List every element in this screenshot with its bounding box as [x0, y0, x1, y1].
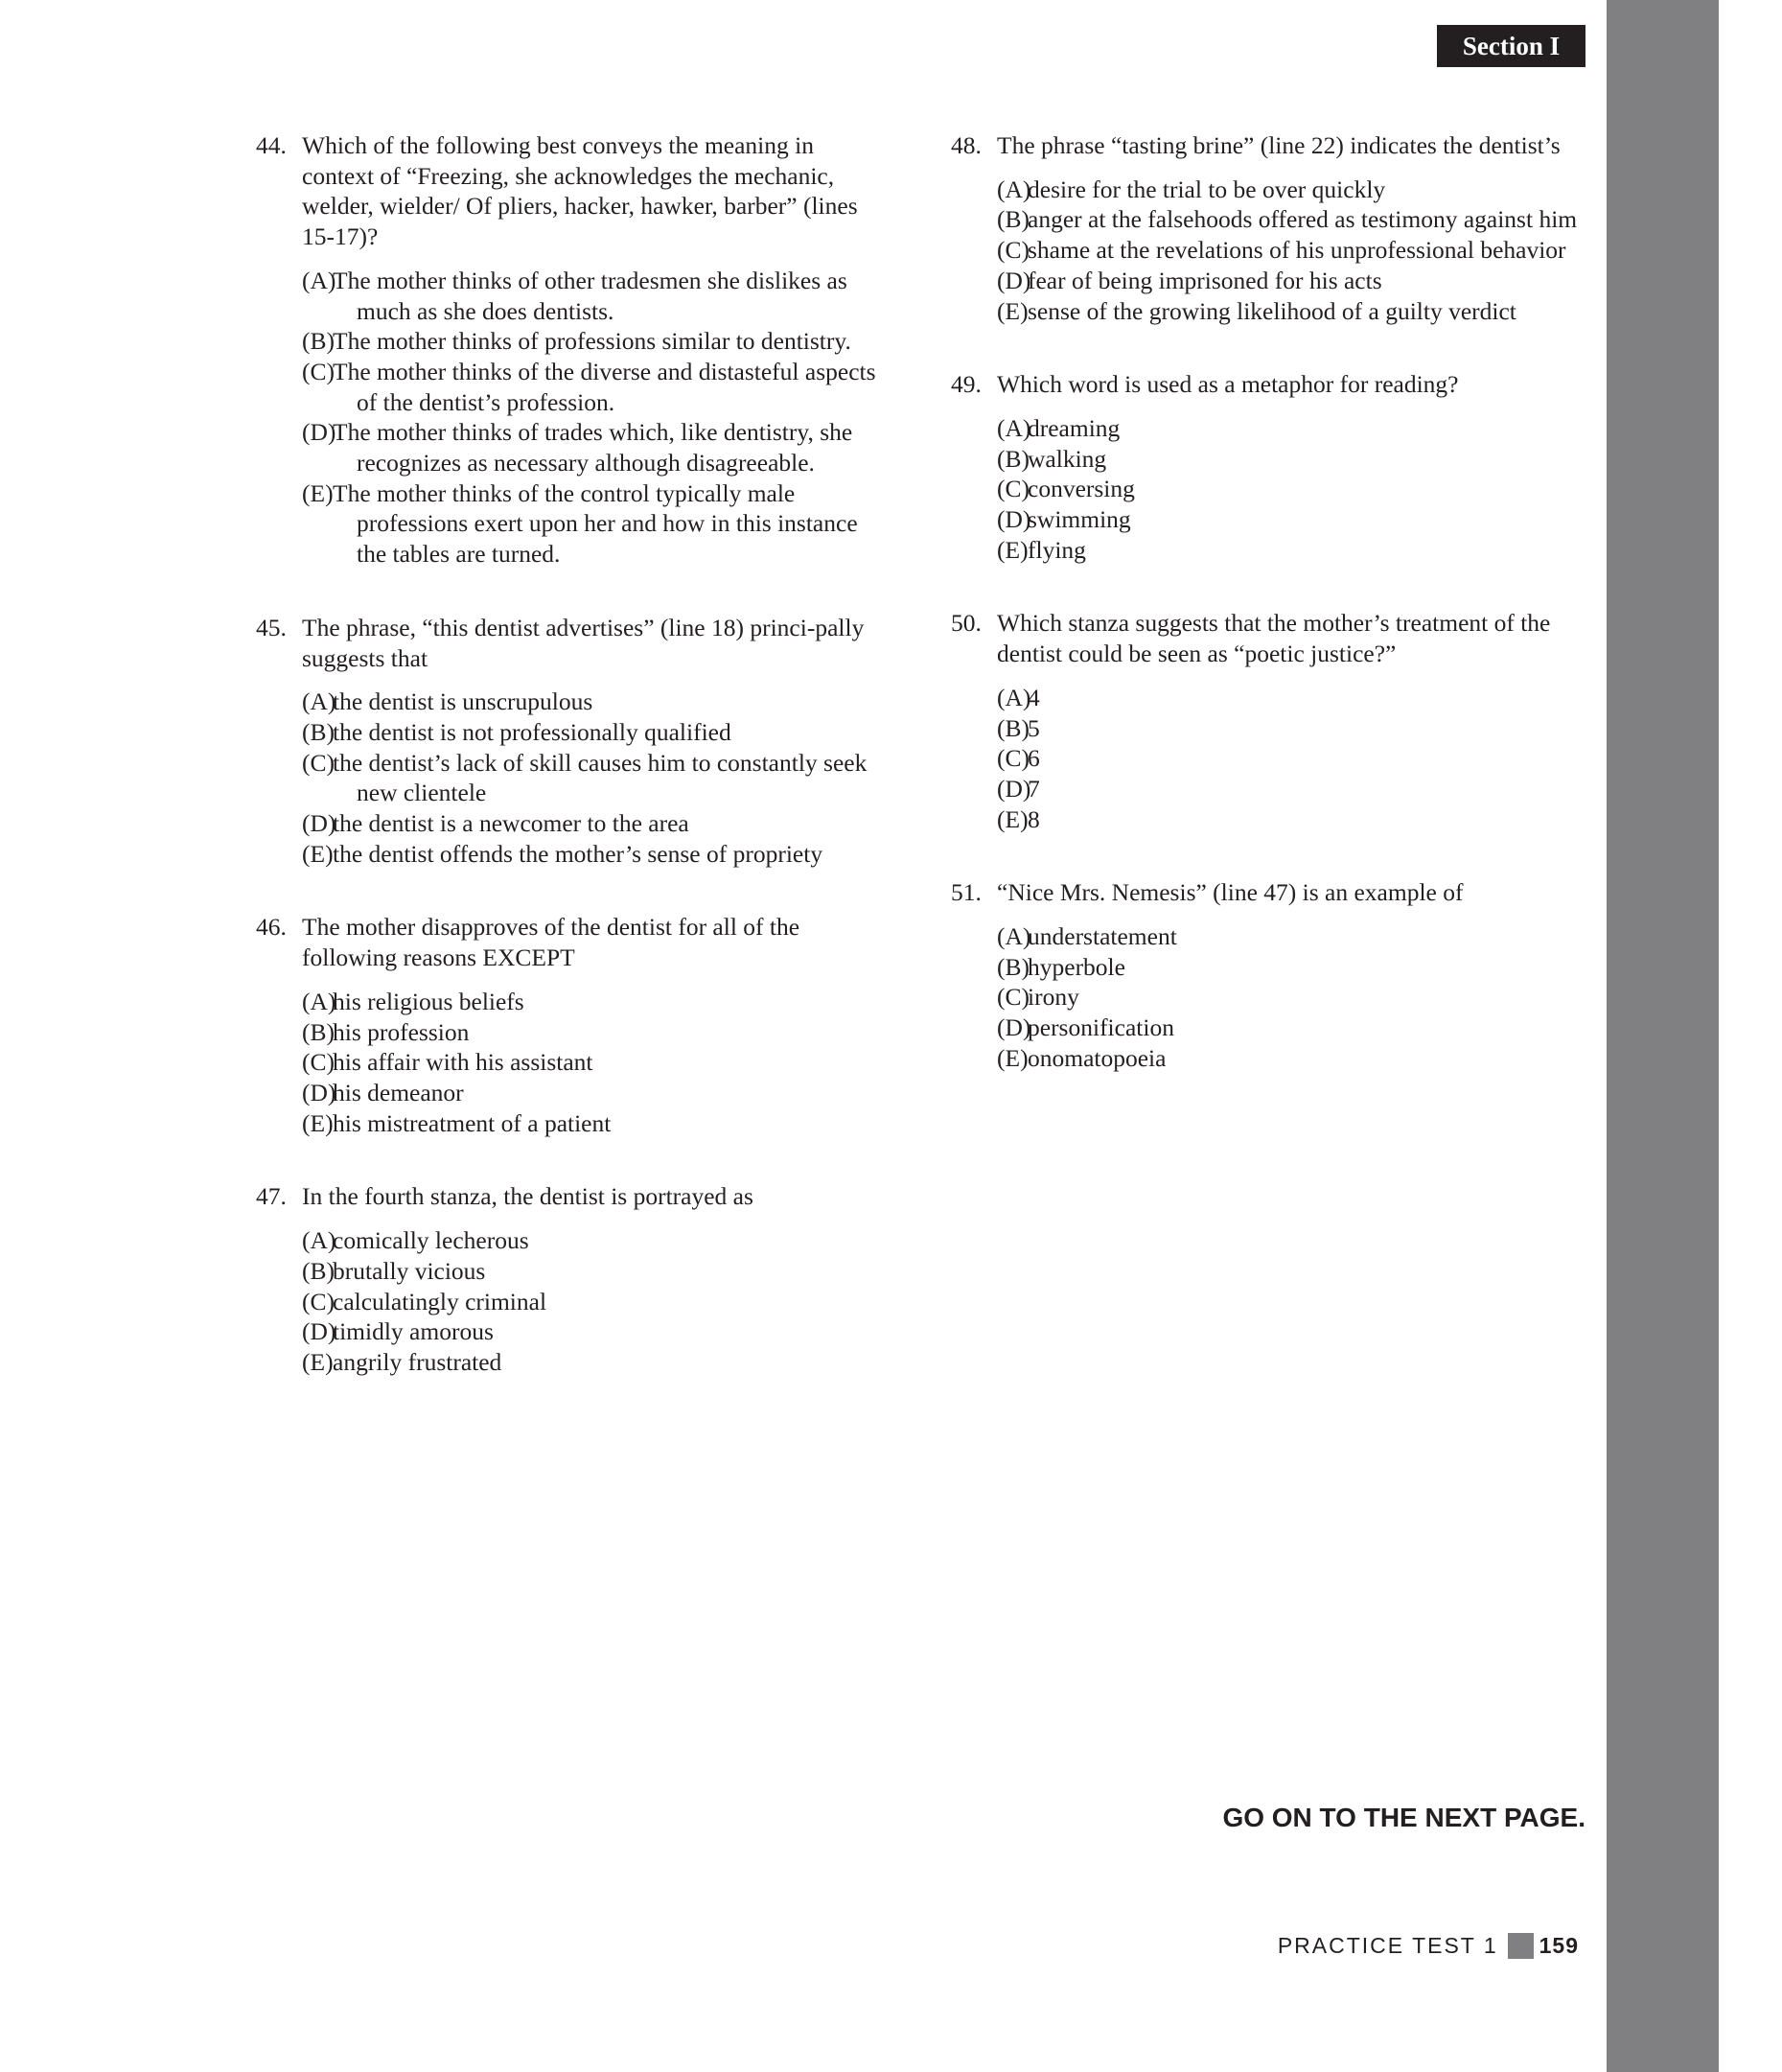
choice-text: 4: [1028, 683, 1040, 711]
choice-text: the dentist is not professionally qualified: [333, 717, 731, 746]
choice-letter: (E): [302, 1108, 334, 1137]
question-number: 49.: [951, 370, 982, 399]
choice-letter: (E): [997, 804, 1029, 833]
choice-text: anger at the falsehoods offered as testimony against him: [1028, 205, 1578, 234]
choice-letter: (A): [302, 266, 336, 294]
question-stem: [256, 1181, 889, 1212]
question-number: 48.: [951, 131, 982, 159]
answer-choice: [951, 804, 1584, 835]
choice-text: irony: [1028, 983, 1079, 1012]
answer-choices: [951, 413, 1584, 566]
answer-choice: [951, 774, 1584, 804]
right-column: [951, 130, 1584, 1117]
choice-letter: (A): [997, 922, 1031, 951]
choice-text: angrily frustrated: [333, 1347, 502, 1376]
question-stem: [256, 130, 889, 252]
answer-choice: [256, 987, 889, 1017]
answer-choice: [256, 1017, 889, 1048]
question-number: 45.: [256, 613, 287, 641]
choice-text: 6: [1028, 744, 1040, 773]
answer-choice: [951, 235, 1584, 266]
choice-letter: (C): [997, 744, 1030, 773]
choice-letter: (D): [302, 1317, 336, 1346]
answer-choice: [951, 921, 1584, 952]
choice-text: the dentist is a newcomer to the area: [333, 809, 689, 838]
question-text: “Nice Mrs. Nemesis” (line 47) is an example of: [997, 878, 1464, 907]
choice-letter: (B): [997, 444, 1030, 473]
answer-choice: [256, 417, 889, 477]
answer-choice: [951, 743, 1584, 774]
choice-letter: (A): [997, 175, 1031, 203]
choice-text: onomatopoeia: [1028, 1043, 1167, 1072]
answer-choices: [951, 683, 1584, 835]
choice-letter: (B): [302, 1256, 335, 1285]
question-text: The phrase, “this dentist advertises” (line 18) princi-pally suggests that: [302, 613, 865, 672]
footer-marker: [1508, 1933, 1534, 1959]
answer-choice: [951, 535, 1584, 566]
question-stem: [951, 369, 1584, 400]
choice-text: The mother thinks of trades which, like dentistry, she recognizes as necessary although disagreeable.: [333, 418, 853, 477]
answer-choice: [256, 326, 889, 357]
choice-letter: (E): [302, 1347, 334, 1376]
choice-text: swimming: [1028, 505, 1131, 534]
choice-letter: (C): [302, 1048, 335, 1077]
choice-letter: (A): [997, 413, 1031, 442]
question-number: 47.: [256, 1182, 287, 1211]
answer-choice: [256, 1078, 889, 1108]
answer-choices: [256, 266, 889, 570]
question-number: 46.: [256, 913, 287, 942]
question-text: The mother disapproves of the dentist for all of the following reasons EXCEPT: [302, 913, 800, 972]
page-number: 159: [1539, 1933, 1579, 1958]
question-number: 44.: [256, 131, 287, 159]
answer-choice: [256, 687, 889, 717]
choice-text: calculatingly criminal: [333, 1287, 547, 1315]
answer-choices: [951, 175, 1584, 327]
question-47: [256, 1181, 889, 1377]
question-44: [256, 130, 889, 570]
choice-text: sense of the growing likelihood of a guilty verdict: [1028, 296, 1516, 325]
choice-text: comically lecherous: [333, 1226, 529, 1255]
choice-letter: (A): [302, 687, 336, 716]
choice-text: his demeanor: [333, 1078, 464, 1106]
answer-choice: [951, 444, 1584, 475]
choice-letter: (A): [302, 987, 336, 1015]
answer-choice: [256, 1225, 889, 1256]
answer-choice: [256, 478, 889, 570]
side-bar: [1607, 0, 1719, 2072]
question-text: In the fourth stanza, the dentist is portrayed as: [302, 1182, 753, 1211]
question-48: [951, 130, 1584, 326]
choice-text: dreaming: [1028, 413, 1121, 442]
question-46: [256, 912, 889, 1138]
answer-choice: [951, 413, 1584, 444]
answer-choice: [951, 175, 1584, 205]
answer-choices: [256, 987, 889, 1139]
choice-letter: (D): [997, 505, 1031, 534]
go-on-notice: GO ON TO THE NEXT PAGE.: [1222, 1803, 1585, 1832]
answer-choices: [256, 1225, 889, 1378]
choice-text: 7: [1028, 774, 1040, 803]
choice-text: understatement: [1028, 922, 1177, 951]
choice-letter: (C): [302, 1287, 335, 1315]
question-45: [256, 613, 889, 870]
answer-choice: [951, 296, 1584, 327]
question-text: The phrase “tasting brine” (line 22) indicates the dentist’s: [997, 131, 1561, 159]
choice-letter: (E): [997, 535, 1029, 564]
choice-text: The mother thinks of professions similar to dentistry.: [333, 327, 851, 356]
choice-text: his affair with his assistant: [333, 1048, 593, 1077]
choice-letter: (D): [997, 774, 1031, 803]
answer-choice: [256, 839, 889, 870]
question-stem: [951, 877, 1584, 908]
question-51: [951, 877, 1584, 1073]
choice-letter: (C): [997, 983, 1030, 1012]
choice-text: 8: [1028, 804, 1040, 833]
choice-letter: (C): [302, 748, 335, 777]
question-number: 50.: [951, 609, 982, 638]
answer-choice: [951, 683, 1584, 713]
answer-choice: [951, 204, 1584, 235]
question-text: Which word is used as a metaphor for reading?: [997, 370, 1459, 399]
choice-text: timidly amorous: [333, 1317, 494, 1346]
question-49: [951, 369, 1584, 565]
choice-letter: (B): [997, 205, 1030, 234]
choice-text: his religious beliefs: [333, 987, 524, 1015]
section-label: Section I: [1437, 25, 1585, 67]
choice-text: The mother thinks of the diverse and distasteful aspects of the dentist’s profession.: [333, 357, 876, 416]
choice-letter: (C): [302, 357, 335, 385]
answer-choice: [256, 1316, 889, 1347]
answer-choice: [256, 808, 889, 839]
choice-letter: (B): [302, 717, 335, 746]
answer-choice: [951, 474, 1584, 504]
answer-choice: [256, 1047, 889, 1078]
question-50: [951, 608, 1584, 834]
answer-choice: [951, 982, 1584, 1013]
question-stem: [256, 613, 889, 673]
question-stem: [951, 608, 1584, 668]
choice-text: the dentist’s lack of skill causes him to constantly seek new clientele: [333, 748, 868, 807]
choice-letter: (A): [997, 683, 1031, 711]
choice-text: 5: [1028, 713, 1040, 742]
choice-text: hyperbole: [1028, 952, 1125, 981]
choice-text: his profession: [333, 1017, 470, 1046]
choice-text: the dentist is unscrupulous: [333, 687, 593, 716]
choice-letter: (D): [302, 418, 336, 447]
choice-letter: (B): [997, 952, 1030, 981]
answer-choice: [951, 504, 1584, 535]
choice-letter: (C): [997, 475, 1030, 503]
choice-text: his mistreatment of a patient: [333, 1108, 612, 1137]
answer-choice: [256, 1108, 889, 1139]
choice-text: personification: [1028, 1013, 1174, 1042]
choice-letter: (D): [997, 1013, 1031, 1042]
choice-text: walking: [1028, 444, 1107, 473]
answer-choice: [951, 1013, 1584, 1043]
answer-choice: [256, 1347, 889, 1378]
choice-text: flying: [1028, 535, 1086, 564]
question-stem: [256, 912, 889, 972]
answer-choice: [256, 1256, 889, 1287]
choice-letter: (E): [302, 478, 334, 507]
choice-letter: (E): [997, 296, 1029, 325]
choice-letter: (C): [997, 236, 1030, 265]
choice-letter: (B): [302, 1017, 335, 1046]
choice-letter: (D): [302, 809, 336, 838]
choice-letter: (A): [302, 1226, 336, 1255]
answer-choice: [256, 357, 889, 417]
question-stem: [951, 130, 1584, 161]
answer-choice: [256, 717, 889, 748]
answer-choice: [951, 713, 1584, 744]
question-number: 51.: [951, 878, 982, 907]
choice-text: The mother thinks of other tradesmen she dislikes as much as she does dentists.: [333, 266, 847, 325]
choice-letter: (D): [302, 1078, 336, 1106]
question-text: Which of the following best conveys the meaning in context of “Freezing, she acknowledges the mechanic, welder, wielder/ Of pliers, hacker, hawker, barber” (lines 15-17)?: [302, 131, 858, 251]
page-footer: [1278, 1933, 1579, 1959]
answer-choice: [256, 266, 889, 326]
answer-choice: [951, 266, 1584, 296]
choice-text: desire for the trial to be over quickly: [1028, 175, 1386, 203]
choice-text: fear of being imprisoned for his acts: [1028, 266, 1382, 294]
choice-letter: (D): [997, 266, 1031, 294]
answer-choices: [951, 921, 1584, 1074]
choice-text: conversing: [1028, 475, 1135, 503]
footer-label: PRACTICE TEST 1: [1277, 1933, 1498, 1958]
choice-letter: (E): [997, 1043, 1029, 1072]
choice-letter: (B): [302, 327, 335, 356]
answer-choice: [256, 748, 889, 808]
choice-text: the dentist offends the mother’s sense of propriety: [333, 839, 823, 868]
answer-choice: [951, 1043, 1584, 1074]
left-column: [256, 130, 889, 1421]
choice-text: The mother thinks of the control typically male professions exert upon her and how in this instance the tables are turned.: [333, 478, 858, 569]
answer-choice: [951, 952, 1584, 983]
question-text: Which stanza suggests that the mother’s treatment of the dentist could be seen as “poetic justice?”: [997, 609, 1551, 668]
answer-choices: [256, 687, 889, 869]
answer-choice: [256, 1287, 889, 1317]
choice-text: shame at the revelations of his unprofessional behavior: [1028, 236, 1566, 265]
choice-letter: (E): [302, 839, 334, 868]
choice-letter: (B): [997, 713, 1030, 742]
choice-text: brutally vicious: [333, 1256, 486, 1285]
